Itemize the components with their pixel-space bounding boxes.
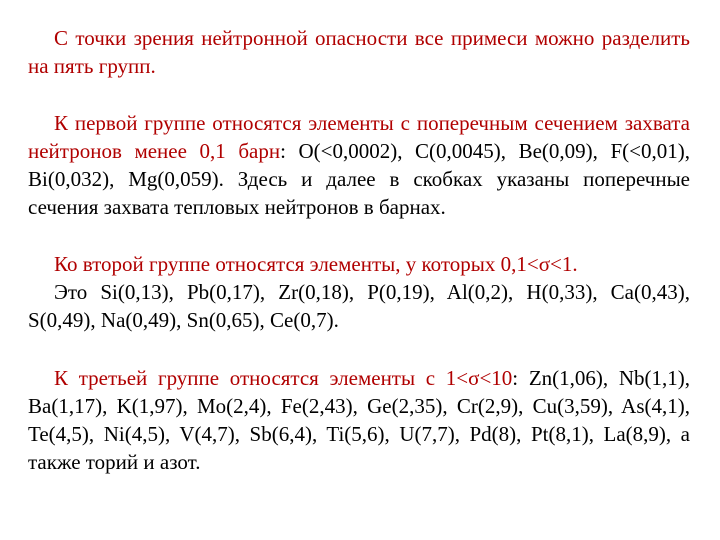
group3-details: : Zn(1,06), Nb(1,1), Ba(1,17), K(1,97), Mo(2,4), Fe(2,43), Ge(2,35), Cr(2,9), Cu(3,59), As(4,1), Te(4,5), Ni(4,5), V(4,7), Sb(6,4), Ti(5,6), U(7,7), Pd(8), Pt(8,1), La(8,9), а также торий и азот. bbox=[28, 366, 690, 474]
group1-details: : O(<0,0002), C(0,0045), Be(0,09), F(<0,01), Bi(0,032), Mg(0,059). Здесь и далее в скобках указаны поперечные сечения захвата тепловых нейтронов в барнах. bbox=[28, 139, 690, 219]
group3-paragraph bbox=[28, 364, 690, 476]
intro-paragraph: С точки зрения нейтронной опасности все примеси можно разделить на пять групп. bbox=[28, 26, 690, 78]
group2-lead: Ко второй группе относятся элементы, у которых 0,1<σ<1. bbox=[54, 252, 578, 276]
group1-paragraph bbox=[28, 109, 690, 221]
slide-content bbox=[28, 24, 690, 476]
group1-lead: К первой группе относятся элементы с поперечным сечением захвата нейтронов менее 0,1 барн bbox=[28, 111, 690, 163]
group2-paragraph bbox=[28, 250, 690, 334]
group3-lead: К третьей группе относятся элементы с 1<σ<10 bbox=[54, 366, 513, 390]
group2-details: Это Si(0,13), Pb(0,17), Zr(0,18), P(0,19), Al(0,2), H(0,33), Ca(0,43), S(0,49), Na(0,49), Sn(0,65), Ce(0,7). bbox=[28, 280, 690, 332]
